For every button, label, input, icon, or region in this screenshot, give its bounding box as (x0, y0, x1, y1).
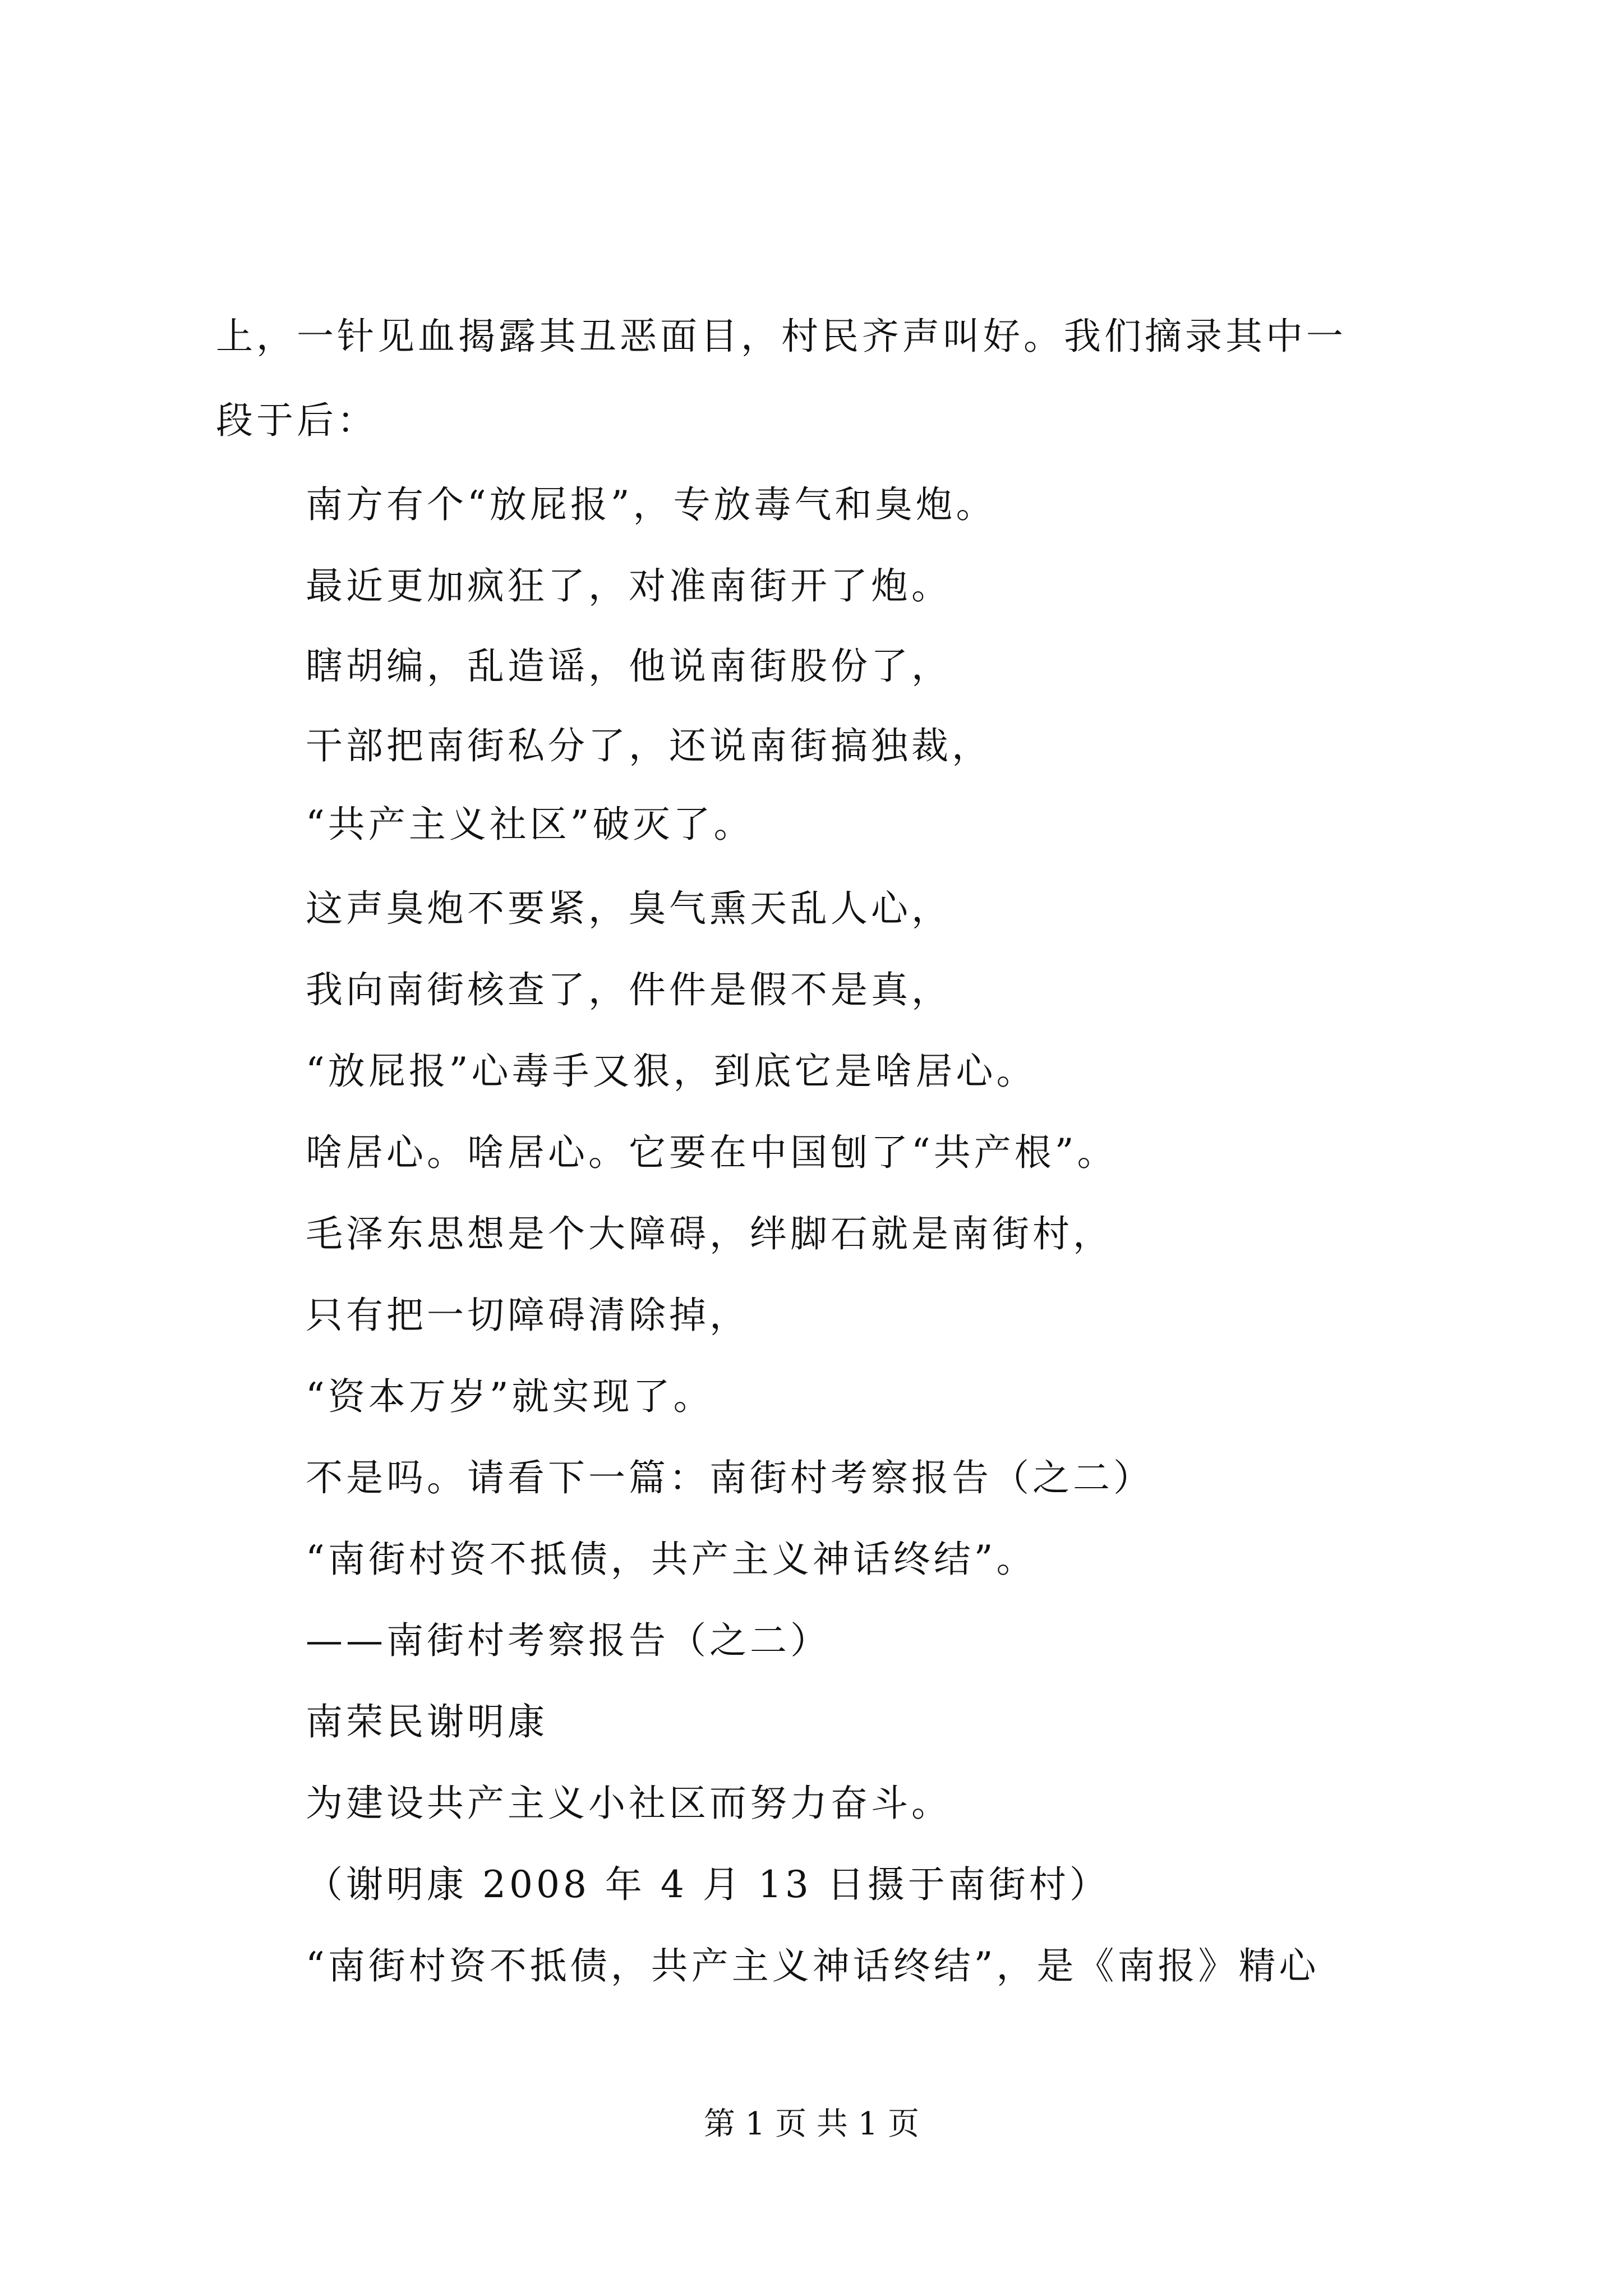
text-line: （谢明康 2008 年 4 月 13 日摄于南街村） (306, 1863, 1110, 1906)
text-line: 我向南街核查了，件件是假不是真， (306, 968, 952, 1011)
text-line: 为建设共产主义小社区而努力奋斗。 (306, 1782, 952, 1825)
text-line: 上，一针见血揭露其丑恶面目，村民齐声叫好。我们摘录其中一 (216, 315, 1347, 358)
text-line: 不是吗。请看下一篇：南街村考察报告（之二） (306, 1456, 1154, 1499)
text-line: “放屁报”心毒手又狠，到底它是啥居心。 (306, 1050, 1037, 1093)
text-line: 啥居心。啥居心。它要在中国刨了“共产根”。 (306, 1131, 1118, 1174)
text-line: 干部把南街私分了，还说南街搞独裁， (306, 724, 992, 767)
text-line: “共产主义社区”破灭了。 (306, 803, 754, 846)
text-line: “南街村资不抵债，共产主义神话终结”，是《南报》精心 (306, 1944, 1320, 1987)
page-footer: 第 1 页 共 1 页 (703, 2106, 920, 2142)
text-line: 毛泽东思想是个大障碍，绊脚石就是南街村， (306, 1212, 1113, 1255)
text-line: 段于后： (216, 399, 377, 442)
text-line: 南荣民谢明康 (306, 1700, 548, 1743)
text-line: ——南街村考察报告（之二） (306, 1619, 831, 1662)
text-line: 这声臭炮不要紧，臭气熏天乱人心， (306, 887, 952, 930)
text-line: 南方有个“放屁报”，专放毒气和臭炮。 (306, 483, 997, 526)
text-line: “南街村资不抵债，共产主义神话终结”。 (306, 1538, 1037, 1581)
text-line: “资本万岁”就实现了。 (306, 1375, 714, 1418)
text-line: 瞎胡编，乱造谣，他说南街股份了， (306, 645, 952, 688)
text-line: 只有把一切障碍清除掉， (306, 1294, 750, 1337)
text-line: 最近更加疯狂了，对准南街开了炮。 (306, 564, 952, 608)
